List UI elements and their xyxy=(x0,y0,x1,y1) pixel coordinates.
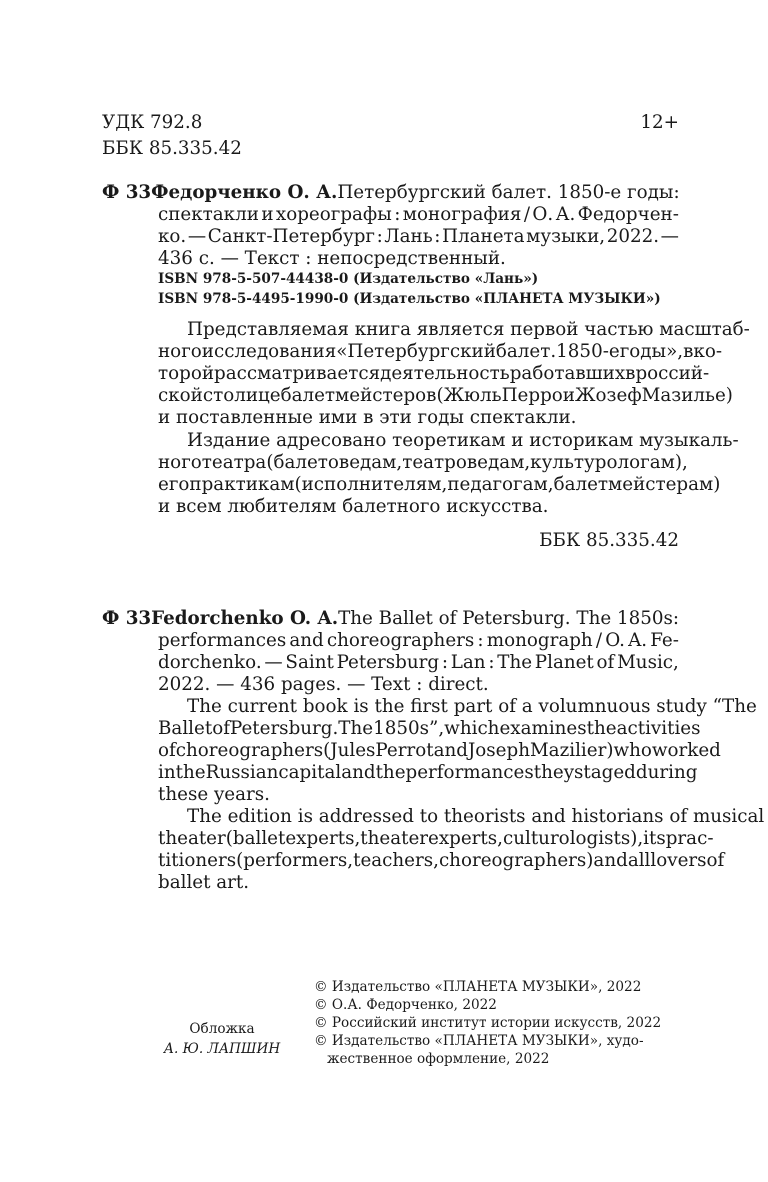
cover-credit-name: А. Ю. ЛАПШИН xyxy=(163,1041,281,1057)
en-classification-code: Ф 33 xyxy=(102,608,152,629)
ru-abstract-line: ного театра (балетоведам, театроведам, культурологам), xyxy=(158,452,688,473)
udk-code: УДК 792.8 xyxy=(102,112,203,133)
bbk-code: ББК 85.335.42 xyxy=(102,138,242,159)
ru-abstract-line: и всем любителям балетного искусства. xyxy=(158,496,549,517)
ru-abstract-line: Представляемая книга является первой частью масштаб- xyxy=(187,319,750,340)
ru-record-line: ко. — Санкт-Петербург : Лань : Планета музыки, 2022. — xyxy=(158,226,679,247)
ru-abstract-line: Издание адресовано теоретикам и историкам музыкаль- xyxy=(187,430,739,451)
en-abstract-line: Ballet of Petersburg. The 1850s”, which examines the activities xyxy=(158,718,701,739)
ru-classification-code: Ф 33 xyxy=(102,182,152,203)
age-rating: 12+ xyxy=(640,112,679,133)
copyright-line: © Издательство «ПЛАНЕТА МУЗЫКИ», 2022 xyxy=(314,979,642,995)
en-record-line: dorchenko. — Saint Petersburg : Lan : The Planet of Music, xyxy=(158,652,679,673)
copyright-line: © О.А. Федорченко, 2022 xyxy=(314,997,497,1013)
copyright-line: © Издательство «ПЛАНЕТА МУЗЫКИ», худо- xyxy=(314,1033,644,1049)
en-abstract-line: ballet art. xyxy=(158,872,250,893)
copyright-line: © Российский институт истории искусств, 2022 xyxy=(314,1015,662,1031)
ru-record-line: 436 с. — Текст : непосредственный. xyxy=(158,248,506,269)
bbk-footer: ББК 85.335.42 xyxy=(539,530,679,551)
en-record-line: performances and choreographers : monograph / O. A. Fe- xyxy=(158,630,679,651)
ru-record-line: спектакли и хореографы : монография / О. А. Федорчен- xyxy=(158,204,679,225)
en-author: Fedorchenko O. A. xyxy=(151,608,339,629)
en-abstract-line: titioners (performers, teachers, choreographers) and all lovers of xyxy=(158,850,725,871)
cover-credit-label: Обложка xyxy=(189,1021,255,1037)
ru-record-line-1 xyxy=(102,182,679,203)
en-abstract-line: The edition is addressed to theorists and historians of musical xyxy=(187,806,765,827)
en-abstract-line: these years. xyxy=(158,784,270,805)
isbn-planeta: ISBN 978-5-4495-1990-0 (Издательство «ПЛАНЕТА МУЗЫКИ») xyxy=(158,291,661,307)
en-record-line-1 xyxy=(102,608,679,629)
ru-abstract-line: торой рассматривается деятельность работавших в россий- xyxy=(158,363,710,384)
ru-abstract-line: и поставленные ими в эти годы спектакли. xyxy=(158,407,577,428)
isbn-lan: ISBN 978-5-507-44438-0 (Издательство «Лань») xyxy=(158,271,539,287)
ru-title: Петербургский балет. 1850-е годы: xyxy=(337,182,680,203)
ru-abstract-line: его практикам (исполнителям, педагогам, балетмейстерам) xyxy=(158,474,721,495)
en-title: The Ballet of Petersburg. The 1850s: xyxy=(338,608,680,629)
en-abstract-line: The current book is the first part of a volumnuous study “The xyxy=(187,696,757,717)
ru-author: Федорченко О. А. xyxy=(151,182,338,203)
copyright-line: жественное оформление, 2022 xyxy=(327,1051,550,1067)
en-abstract-line: theater (ballet experts, theater experts, culturologists), its prac- xyxy=(158,828,714,849)
en-record-line: 2022. — 436 pages. — Text : direct. xyxy=(158,674,489,695)
en-abstract-line: of choreographers (Jules Perrot and Joseph Mazilier) who worked xyxy=(158,740,721,761)
en-abstract-line: in the Russian capital and the performances they staged during xyxy=(158,762,698,783)
ru-abstract-line: ного исследования «Петербургский балет. 1850-е годы», в ко- xyxy=(158,341,722,362)
ru-abstract-line: ской столице балетмейстеров (Жюль Перро и Жозеф Мазилье) xyxy=(158,385,733,406)
